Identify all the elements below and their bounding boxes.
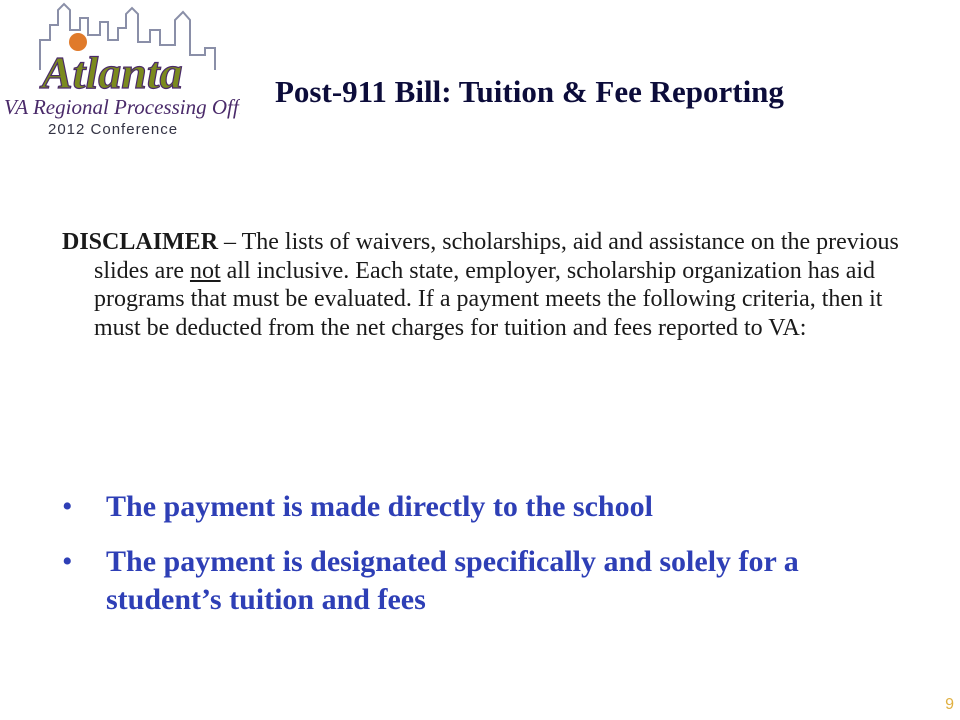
disclaimer-text-before: – The lists of waivers, scholarships, aid and assistance on the previous slides are [94, 229, 899, 284]
disclaimer-paragraph [62, 228, 914, 342]
logo-conference-text: 2012 Conference [48, 121, 179, 138]
bullet-dot: • [62, 545, 73, 578]
logo-office-text: VA Regional Processing Office [4, 95, 240, 119]
bullet-item [62, 488, 902, 526]
disclaimer-label: DISCLAIMER [62, 229, 219, 255]
page-number: 9 [945, 696, 954, 713]
bullet-text: The payment is made directly to the school [106, 490, 653, 523]
conference-logo [0, 0, 240, 150]
bullet-dot: • [62, 490, 73, 523]
disclaimer-underlined-word: not [189, 257, 221, 284]
bullet-text: The payment is designated specifically and solely for a student’s tuition and fees [106, 545, 799, 616]
slide-title: Post-911 Bill: Tuition & Fee Reporting [275, 74, 784, 109]
bullet-item [62, 543, 902, 619]
atlanta-skyline-logo [0, 0, 240, 150]
logo-script-text: Atlanta [42, 47, 183, 98]
disclaimer-text-after: all inclusive. Each state, employer, scholarship organization has aid programs that must be evaluated. If a payment meets the following criteria, then it must be deducted from the net charges for tuition and fees reported to VA: [94, 257, 883, 341]
